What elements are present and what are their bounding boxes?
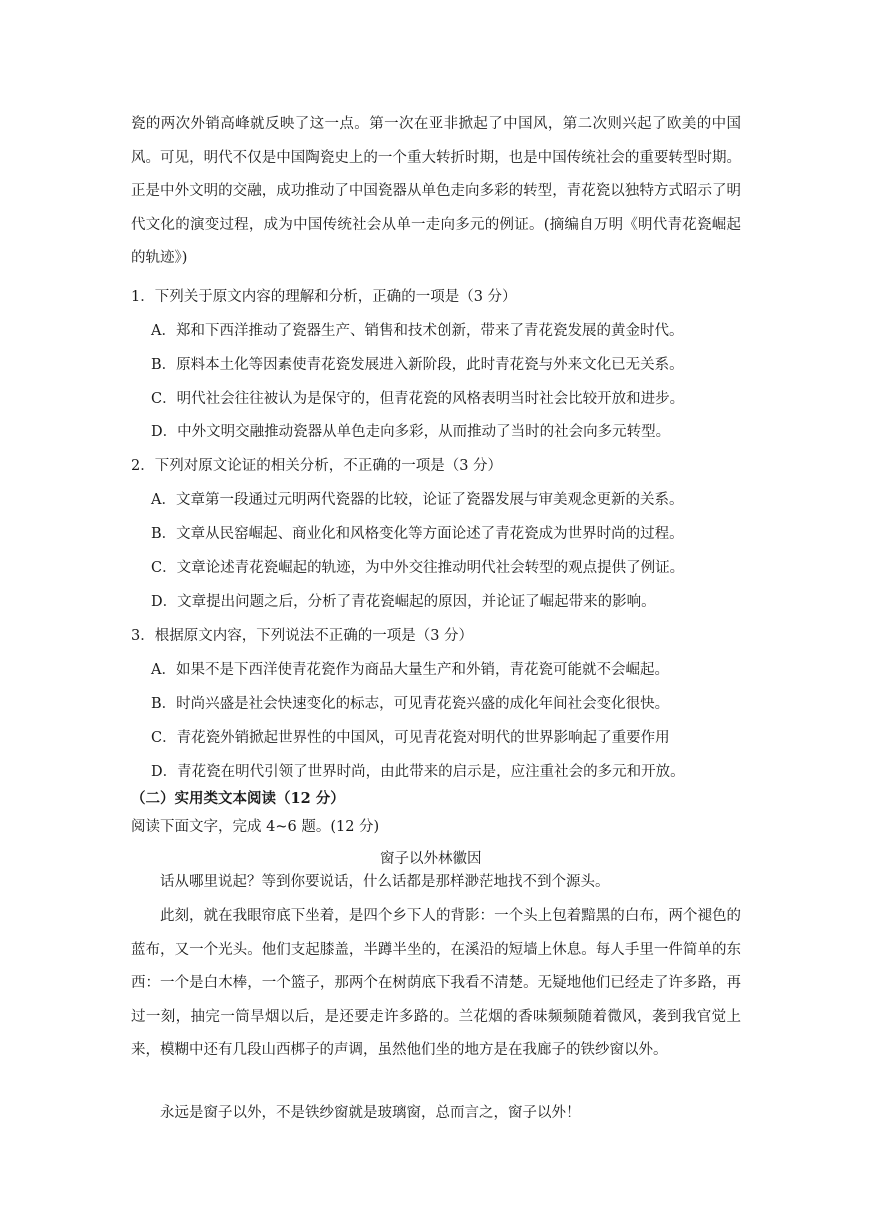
article-paragraph-1: 话从哪里说起？等到你要说话，什么话都是那样渺茫地找不到个源头。 — [160, 874, 610, 890]
question-1-option-a: A．郑和下西洋推动了瓷器生产、销售和技术创新，带来了青花瓷发展的黄金时代。 — [151, 323, 684, 339]
question-1-option-c: C．明代社会往往被认为是保守的，但青花瓷的风格表明当时社会比较开放和进步。 — [151, 391, 685, 407]
article-paragraph-2: 此刻，就在我眼帘底下坐着，是四个乡下人的背影：一个头上包着黯黑的白布，两个褪色的蓝布，又一个光头。他们支起膝盖，半蹲半坐的，在溪沿的短墙上休息。每人手里一件简单的东西：一个是白木棒，一个篮子，那两个在树荫底下我看不清楚。无疑地他们已经走了许多路，再过一刻，抽完一筒旱烟以后，是还要走许多路的。兰花烟的香味频频随着微风，袭到我官觉上来，模糊中还有几段山西梆子的声调，虽然他们坐的地方是在我廊子的铁纱窗以外。 — [131, 908, 741, 1058]
question-2-option-d: D．文章提出问题之后，分析了青花瓷崛起的原因，并论证了崛起带来的影响。 — [151, 594, 656, 610]
question-3-option-a: A．如果不是下西洋使青花瓷作为商品大量生产和外销，青花瓷可能就不会崛起。 — [151, 662, 669, 678]
question-1-option-d: D．中外文明交融推动瓷器从单色走向多彩，从而推动了当时的社会向多元转型。 — [151, 424, 671, 440]
question-2-option-c: C．文章论述青花瓷崛起的轨迹，为中外交往推动明代社会转型的观点提供了例证。 — [151, 560, 685, 576]
article-paragraph-3: 永远是窗子以外，不是铁纱窗就是玻璃窗，总而言之，窗子以外！ — [160, 1105, 581, 1121]
question-2-option-b: B．文章从民窑崛起、商业化和风格变化等方面论述了青花瓷成为世界时尚的过程。 — [151, 526, 684, 542]
section-heading: （二）实用类文本阅读（12 分） — [131, 790, 345, 807]
question-3-option-b: B．时尚兴盛是社会快速变化的标志，可见青花瓷兴盛的成化年间社会变化很快。 — [151, 696, 670, 712]
question-1-option-b: B．原料本土化等因素使青花瓷发展进入新阶段，此时青花瓷与外来文化已无关系。 — [151, 357, 684, 373]
passage-ending-paragraph: 瓷的两次外销高峰就反映了这一点。第一次在亚非掀起了中国风，第二次则兴起了欧美的中国风。可见，明代不仅是中国陶瓷史上的一个重大转折时期，也是中国传统社会的重要转型时期。正是中外文明的交融，成功推动了中国瓷器从单色走向多彩的转型，青花瓷以独特方式昭示了明代文化的演变过程，成为中国传统社会从单一走向多元的例证。(摘编自万明《明代青花瓷崛起的轨迹》) — [131, 116, 741, 266]
article-title: 窗子以外林徽因 — [380, 851, 482, 867]
question-1-stem: 1．下列关于原文内容的理解和分析，正确的一项是（3 分） — [131, 289, 517, 305]
question-2-stem: 2．下列对原文论证的相关分析，不正确的一项是（3 分） — [131, 458, 503, 474]
reading-instruction: 阅读下面文字，完成 4~6 题。(12 分) — [131, 819, 380, 835]
question-3-stem: 3．根据原文内容，下列说法不正确的一项是（3 分） — [131, 628, 474, 644]
question-3-option-d: D．青花瓷在明代引领了世界时尚，由此带来的启示是，应注重社会的多元和开放。 — [151, 764, 685, 780]
question-3-option-c: C．青花瓷外销掀起世界性的中国风，可见青花瓷对明代的世界影响起了重要作用 — [151, 730, 670, 746]
question-2-option-a: A．文章第一段通过元明两代瓷器的比较，论证了瓷器发展与审美观念更新的关系。 — [151, 492, 684, 508]
